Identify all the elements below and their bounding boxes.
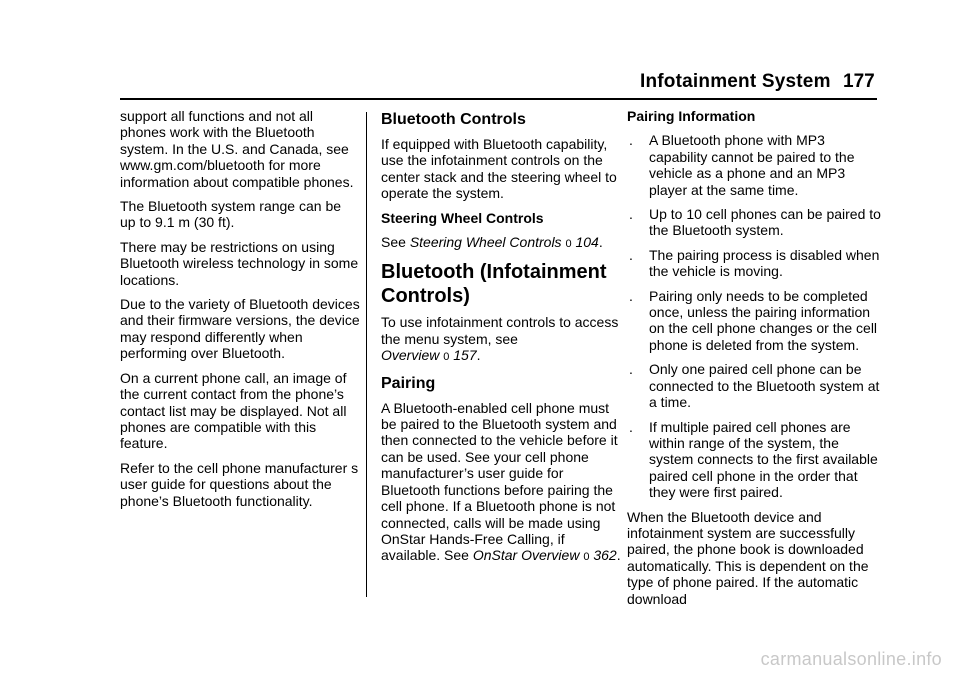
xref-page-157[interactable]: 157 [453,347,477,364]
section-heading-bluetooth-infotainment-controls: Bluetooth (Infotainment Controls) [381,261,607,308]
paragraph: On a current phone call, an image of the current contact from the phone’s contact list may be displayed. Not all phones are compatible with this feature. [120,369,347,452]
page-header-title: Infotainment System [640,71,831,92]
period: . [476,347,481,364]
column-1 [120,108,360,517]
list-item-text: Pairing only needs to be completed once, unless the pairing information on the cell phone changes or the cell phone is deleted from the system. [649,287,878,353]
header-rule [120,98,877,100]
paragraph: When the Bluetooth device and infotainment system are successfully paired, the phone book is downloaded automatically. This is dependent on the type of phone paired. If the automatic download [627,508,869,607]
list-item [627,419,887,501]
subheading-steering-wheel-controls: Steering Wheel Controls [381,209,544,226]
page-ref-arrow-icon: 0 [583,551,590,564]
column-3 [627,108,887,615]
bullet-icon: . [629,246,633,263]
list-item-text: Only one paired cell phone can be connected to the Bluetooth system at a time. [649,361,880,411]
paragraph: Refer to the cell phone manufacturer s user guide for questions about the phone’s Bluetooth functionality. [120,459,359,509]
list-item [627,288,887,354]
xref-steering-wheel-controls[interactable]: Steering Wheel Controls [409,234,562,251]
section-heading-bluetooth-controls: Bluetooth Controls [381,111,526,128]
paragraph: support all functions and not all phones work with the Bluetooth system. In the U.S. and Canada, see www.gm.com/bluetooth for more information about compatible phones. [120,108,354,190]
watermark: carmanualsonline.info [760,649,942,669]
list-item-text: Up to 10 cell phones can be paired to the Bluetooth system. [649,206,881,239]
subheading-pairing-information: Pairing Information [627,108,756,124]
section-heading-pairing: Pairing [381,374,436,392]
see-text: See [381,234,410,251]
bullet-icon: . [629,206,633,223]
period: . [598,234,603,251]
bullet-icon: . [629,361,633,378]
list-item-text: A Bluetooth phone with MP3 capability cannot be paired to the vehicle as a phone and an MP3 player at the same time. [649,132,855,198]
column-2 [381,108,621,574]
page-ref-arrow-icon: 0 [565,238,572,251]
list-item [627,132,887,198]
bullet-icon: . [629,287,633,304]
bullet-icon: . [629,132,633,149]
page-number: 177 [843,71,875,92]
list-item [627,361,887,410]
text: A Bluetooth-enabled cell phone must be paired to the Bluetooth system and then connected to the vehicle before it can be used. See your cell phone manufacturer’s user guide for Bluetooth functions before pairing the cell phone. If a Bluetooth phone is not connected, calls will be made using OnStar Hands-Free Calling, if available. See [381,399,618,564]
xref-page-104[interactable]: 104 [575,234,599,251]
paragraph: There may be restrictions on using Bluetooth wireless technology in some locations. [120,238,359,288]
period: . [616,547,621,564]
bullet-icon: . [629,418,633,435]
paragraph-pairing [381,400,621,566]
xref-page-362[interactable]: 362 [593,547,617,564]
list-item [627,206,887,239]
paragraph-swc-reference [381,234,621,252]
xref-overview[interactable]: Overview [381,347,440,364]
paragraph: Due to the variety of Bluetooth devices and their firmware versions, the device may respond differently when performing over Bluetooth. [120,296,360,362]
list-item-text: If multiple paired cell phones are within range of the system, the system connects to the first available paired cell phone in the order that they were first paired. [649,418,878,501]
paragraph-overview-reference [381,314,621,365]
paragraph: The Bluetooth system range can be up to 9.1 m (30 ft). [120,198,342,231]
list-item-text: The pairing process is disabled when the vehicle is moving. [649,246,880,280]
paragraph: If equipped with Bluetooth capability, use the infotainment controls on the center stack and the steering wheel to operate the system. [381,136,617,202]
page-ref-arrow-icon: 0 [443,351,450,364]
bullet-list [627,132,887,500]
column-divider [366,112,367,597]
text: To use infotainment controls to access the menu system, see [381,314,619,347]
list-item [627,247,887,280]
xref-onstar-overview[interactable]: OnStar Overview [472,547,580,564]
